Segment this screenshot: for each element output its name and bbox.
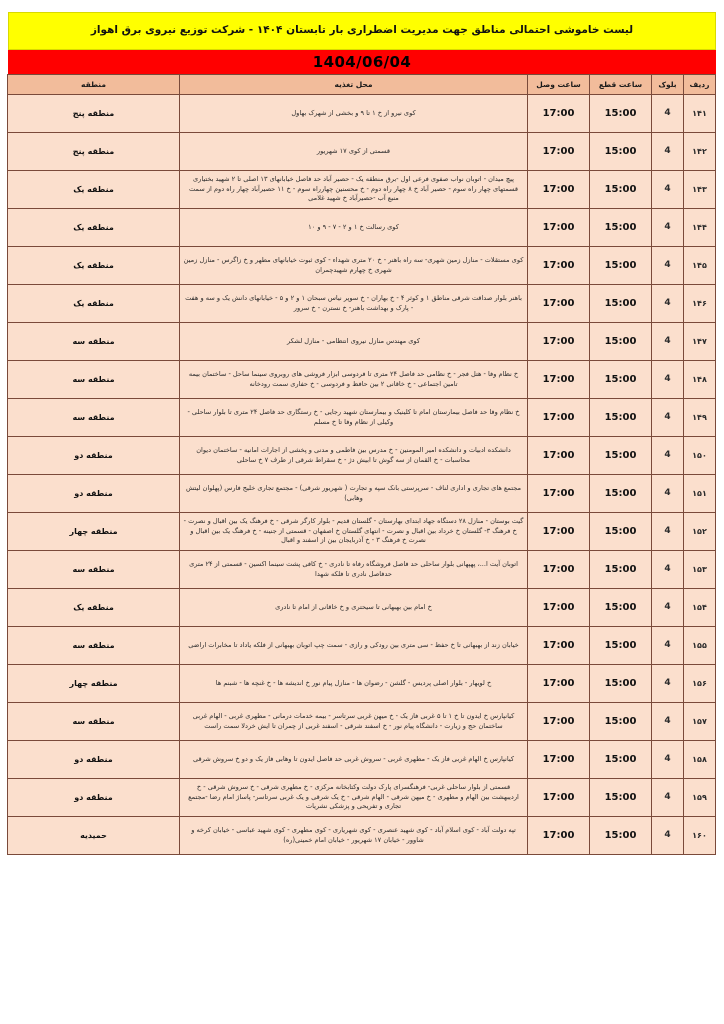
cell-zone: منطقه سه xyxy=(8,361,180,399)
cell-location: قسمتی از بلوار ساحلی غربی- فرهنگسرای پارک دولت وکتابخانه مرکزی - خ مطهری شرقی - خ سروش شرقی - خ اردیبهشت بین الهام و مطهری - خ میهن شرقی - الهام شرقی - خ یک شرقی و یک غربی سرتاسر- پاساژ امام رضا -مجتمع تجاری و تفریحی و پزشکی نشریات xyxy=(180,779,528,817)
cell-row-number: ۱۴۱ xyxy=(684,95,716,133)
cell-row-number: ۱۴۷ xyxy=(684,323,716,361)
cell-block: 4 xyxy=(652,209,684,247)
title-banner xyxy=(8,12,716,50)
outage-table xyxy=(7,74,716,855)
cell-zone: منطقه یک xyxy=(8,209,180,247)
cell-block: 4 xyxy=(652,779,684,817)
cell-on-time: 17:00 xyxy=(528,399,590,437)
table-row xyxy=(8,741,716,779)
column-header-block: بلوک xyxy=(652,75,684,95)
column-header-row: ردیف xyxy=(684,75,716,95)
cell-off-time: 15:00 xyxy=(590,323,652,361)
cell-block: 4 xyxy=(652,399,684,437)
cell-zone: منطقه سه xyxy=(8,323,180,361)
cell-off-time: 15:00 xyxy=(590,437,652,475)
table-row xyxy=(8,171,716,209)
cell-location: مجتمع های تجاری و اداری لناف - سرپرستی بانک سپه و تجارت ( شهریور شرقی) - مجتمع تجاری خلیج فارس (پهلوان لیتش وهابی) xyxy=(180,475,528,513)
table-row xyxy=(8,247,716,285)
cell-block: 4 xyxy=(652,513,684,551)
cell-block: 4 xyxy=(652,323,684,361)
cell-on-time: 17:00 xyxy=(528,209,590,247)
cell-row-number: ۱۵۸ xyxy=(684,741,716,779)
cell-block: 4 xyxy=(652,665,684,703)
cell-on-time: 17:00 xyxy=(528,703,590,741)
cell-zone: منطقه سه xyxy=(8,551,180,589)
cell-on-time: 17:00 xyxy=(528,133,590,171)
cell-row-number: ۱۴۸ xyxy=(684,361,716,399)
table-body xyxy=(8,95,716,855)
cell-block: 4 xyxy=(652,741,684,779)
cell-row-number: ۱۴۲ xyxy=(684,133,716,171)
cell-location: اتوبان آیت ا...، پهپهانی بلوار ساحلی حد فاصل فروشگاه رفاه تا نادری - خ کافی پشت سینما اکسین - قسمتی از ۲۴ متری حدفاصل نادری تا فلکه شهدا xyxy=(180,551,528,589)
cell-on-time: 17:00 xyxy=(528,475,590,513)
cell-on-time: 17:00 xyxy=(528,665,590,703)
cell-location: کوی نیرو از خ ۱ تا ۹ و بخشی از شهرک بهاول xyxy=(180,95,528,133)
table-row xyxy=(8,779,716,817)
table-header xyxy=(8,75,716,95)
cell-zone: منطقه دو xyxy=(8,437,180,475)
cell-off-time: 15:00 xyxy=(590,247,652,285)
cell-location: باهنر بلوار صداقت شرقی مناطق ۱ و کوثر ۴ - خ بهاران - خ سوپر نیاس سبحان ۱ و ۲ و ۵ - خیابانهای دانش یک و سه و هفت - پارک و بهداشت باهنر- خ نسترن - خ سرور xyxy=(180,285,528,323)
cell-on-time: 17:00 xyxy=(528,95,590,133)
cell-zone: منطقه یک xyxy=(8,285,180,323)
table-header-row xyxy=(8,75,716,95)
cell-on-time: 17:00 xyxy=(528,779,590,817)
cell-row-number: ۱۴۴ xyxy=(684,209,716,247)
page-title: لیست خاموشی احتمالی مناطق جهت مدیریت اضطراری بار تابستان ۱۴۰۴ - شرکت توزیع نیروی برق اهواز xyxy=(90,24,634,37)
cell-location: خیابان زند از بهبهانی تا خ حفظ - سی متری بین رودکی و رازی - سمت چپ اتوبان بهبهانی از فلکه یاداد تا مخابرات اراضی xyxy=(180,627,528,665)
cell-zone: منطقه سه xyxy=(8,399,180,437)
table-row xyxy=(8,817,716,855)
cell-row-number: ۱۶۰ xyxy=(684,817,716,855)
cell-zone: منطقه پنج xyxy=(8,133,180,171)
column-header-zone: منطقه xyxy=(8,75,180,95)
column-header-location: محل تغذیه xyxy=(180,75,528,95)
page-top-spacer xyxy=(8,0,716,12)
cell-off-time: 15:00 xyxy=(590,95,652,133)
cell-off-time: 15:00 xyxy=(590,475,652,513)
cell-block: 4 xyxy=(652,703,684,741)
cell-on-time: 17:00 xyxy=(528,817,590,855)
table-row xyxy=(8,513,716,551)
cell-row-number: ۱۵۴ xyxy=(684,589,716,627)
cell-off-time: 15:00 xyxy=(590,209,652,247)
cell-block: 4 xyxy=(652,627,684,665)
cell-on-time: 17:00 xyxy=(528,247,590,285)
cell-location: کوی مهندس منازل نیروی انتظامی - منازل لشکر xyxy=(180,323,528,361)
cell-on-time: 17:00 xyxy=(528,361,590,399)
cell-block: 4 xyxy=(652,437,684,475)
cell-off-time: 15:00 xyxy=(590,513,652,551)
table-row xyxy=(8,437,716,475)
cell-on-time: 17:00 xyxy=(528,285,590,323)
cell-zone: منطقه دو xyxy=(8,475,180,513)
cell-location: خ لویهار - بلوار اصلی پردیس - گلشن - رضوان ها - منازل پیام نور خ اندیشه ها - خ غنچه ها - شبنم ها xyxy=(180,665,528,703)
cell-off-time: 15:00 xyxy=(590,627,652,665)
table-row xyxy=(8,475,716,513)
cell-row-number: ۱۵۳ xyxy=(684,551,716,589)
cell-row-number: ۱۴۳ xyxy=(684,171,716,209)
date-banner xyxy=(8,50,716,74)
cell-block: 4 xyxy=(652,817,684,855)
cell-off-time: 15:00 xyxy=(590,703,652,741)
cell-zone: منطقه چهار xyxy=(8,513,180,551)
cell-zone: حمیدیه xyxy=(8,817,180,855)
cell-zone: منطقه یک xyxy=(8,589,180,627)
cell-on-time: 17:00 xyxy=(528,627,590,665)
cell-on-time: 17:00 xyxy=(528,437,590,475)
cell-location: کیانپارس خ الهام غربی فاز یک - مطهری غربی - سروش غربی حد فاصل ایدون تا وهابی فاز یک و دو خ سروش شرقی xyxy=(180,741,528,779)
cell-block: 4 xyxy=(652,551,684,589)
cell-on-time: 17:00 xyxy=(528,171,590,209)
cell-location: گیت بوستان - منازل ۲۸ دستگاه جهاد ابتدای بهارستان - گلستان قدیم - بلوار کارگر شرقی - خ فرهنگ یک بین اقبال و نصرت - خ فرهنگ ۳- گلستان خ خرداد بین اقبال و نصرت - انتهای گلستان خ اصفهان - قسمتی از جنینه - خ فرهنگ یک بین اقبال و نصرت خ فرهنگ ۳ - خ آذربایجان بین از اسفند و اقبال xyxy=(180,513,528,551)
cell-zone: منطقه پنج xyxy=(8,95,180,133)
cell-on-time: 17:00 xyxy=(528,551,590,589)
cell-off-time: 15:00 xyxy=(590,741,652,779)
cell-row-number: ۱۵۱ xyxy=(684,475,716,513)
table-row xyxy=(8,323,716,361)
cell-on-time: 17:00 xyxy=(528,741,590,779)
cell-zone: منطقه یک xyxy=(8,247,180,285)
table-row xyxy=(8,95,716,133)
cell-location: کیانپارس خ ایدون تا خ ۱ تا ۵ غربی فاز یک - خ میهن غربی سرتاسر - بیمه خدمات درمانی - مطهری غربی - الهام غربی ساختمان حج و زیارت - دانشگاه پیام نور - خ اسفند شرقی - اسفند غربی از چمران تا ایش خردلا سمت راست xyxy=(180,703,528,741)
column-header-off-time: ساعت قطع xyxy=(590,75,652,95)
cell-zone: منطقه چهار xyxy=(8,665,180,703)
table-row xyxy=(8,399,716,437)
cell-zone: منطقه سه xyxy=(8,703,180,741)
cell-location: خ نظام وفا حد فاصل بیمارستان امام تا کلینیک و بیمارستان شهید رجایی - خ رستگاری حد فاصل ۲۴ متری تا بلوار ساحلی - وکیلی از نظام وفا تا خ مسلم xyxy=(180,399,528,437)
cell-location: خ امام بین بهبهانی تا سیحتری و خ خاقانی از امام تا نادری xyxy=(180,589,528,627)
cell-row-number: ۱۵۷ xyxy=(684,703,716,741)
cell-off-time: 15:00 xyxy=(590,665,652,703)
cell-location: کوی مستقلات - منازل زمین شهری- سه راه باهنر - خ ۲۰ متری شهداء - کوی ثبوت خیابانهای مطهر و خ زاگرس - منازل زمین شهری خ چهارم شهیدچمران xyxy=(180,247,528,285)
cell-location: پیچ میدان - اتوبان نواب صفوی فرعی اول -برق منطقه یک - حصیر آباد حد فاصل خیابانهای ۱۳ اصلی تا ۲ شهید بختیاری قسمتهای چهار راه سوم - حصیر آباد خ ۸ چهار راه دوم - خ محسنین چهارراه سوم - خ ۱۱ حصیرآباد چهار راه دوم از سمت منبع آب -حصیرآباد خ شهید غلامی xyxy=(180,171,528,209)
table-row xyxy=(8,133,716,171)
cell-block: 4 xyxy=(652,171,684,209)
table-row xyxy=(8,361,716,399)
cell-zone: منطقه یک xyxy=(8,171,180,209)
table-row xyxy=(8,627,716,665)
cell-row-number: ۱۵۵ xyxy=(684,627,716,665)
cell-location: کوی رسالت خ ۱ و ۲ - ۷ - ۹ و ۱۰ xyxy=(180,209,528,247)
cell-off-time: 15:00 xyxy=(590,133,652,171)
cell-off-time: 15:00 xyxy=(590,551,652,589)
table-row xyxy=(8,703,716,741)
cell-block: 4 xyxy=(652,133,684,171)
cell-block: 4 xyxy=(652,247,684,285)
table-row xyxy=(8,209,716,247)
cell-off-time: 15:00 xyxy=(590,171,652,209)
cell-row-number: ۱۴۶ xyxy=(684,285,716,323)
cell-on-time: 17:00 xyxy=(528,513,590,551)
cell-off-time: 15:00 xyxy=(590,399,652,437)
cell-location: دانشکده ادبیات و دانشکده امیر المومنین - خ مدرس بین فاطمی و مدنی و پخشی از اجارات امانیه - ساختمان دیوان محاسبات - خ القمان از سه گوش تا ابیش دژ - خ سقراط شرقی از طرف ۷ خ ساحلی xyxy=(180,437,528,475)
cell-location: قسمتی از کوی ۱۷ شهریور xyxy=(180,133,528,171)
cell-zone: منطقه دو xyxy=(8,779,180,817)
table-row xyxy=(8,589,716,627)
cell-block: 4 xyxy=(652,475,684,513)
cell-zone: منطقه سه xyxy=(8,627,180,665)
cell-off-time: 15:00 xyxy=(590,817,652,855)
cell-off-time: 15:00 xyxy=(590,589,652,627)
cell-row-number: ۱۴۹ xyxy=(684,399,716,437)
table-row xyxy=(8,551,716,589)
cell-row-number: ۱۵۶ xyxy=(684,665,716,703)
cell-off-time: 15:00 xyxy=(590,779,652,817)
cell-location: خ نظام وفا - هتل فجر - خ نظامی حد فاصل ۲۴ متری تا فردوسی ابزار فروشی های روبروی سینما ساحل - ساختمان بیمه تامین اجتماعی - خ خاقانی ۲ بین حافظ و فردوسی - خ حفاری سمت رودخانه xyxy=(180,361,528,399)
cell-row-number: ۱۴۵ xyxy=(684,247,716,285)
cell-block: 4 xyxy=(652,95,684,133)
cell-on-time: 17:00 xyxy=(528,323,590,361)
schedule-date: 1404/06/04 xyxy=(312,53,412,71)
cell-row-number: ۱۵۹ xyxy=(684,779,716,817)
cell-zone: منطقه دو xyxy=(8,741,180,779)
cell-location: تپه دولت آباد - کوی اسلام آباد - کوی شهید عنصری - کوی شهریاری - کوی مطهری - کوی شهید عباسی - خیابان کرخه و شاوور - خیابان ۱۷ شهریور - خیابان امام خمینی(ره) xyxy=(180,817,528,855)
table-row xyxy=(8,285,716,323)
cell-on-time: 17:00 xyxy=(528,589,590,627)
cell-row-number: ۱۵۲ xyxy=(684,513,716,551)
column-header-on-time: ساعت وصل xyxy=(528,75,590,95)
cell-block: 4 xyxy=(652,361,684,399)
cell-off-time: 15:00 xyxy=(590,361,652,399)
table-row xyxy=(8,665,716,703)
cell-row-number: ۱۵۰ xyxy=(684,437,716,475)
cell-off-time: 15:00 xyxy=(590,285,652,323)
cell-block: 4 xyxy=(652,285,684,323)
cell-block: 4 xyxy=(652,589,684,627)
